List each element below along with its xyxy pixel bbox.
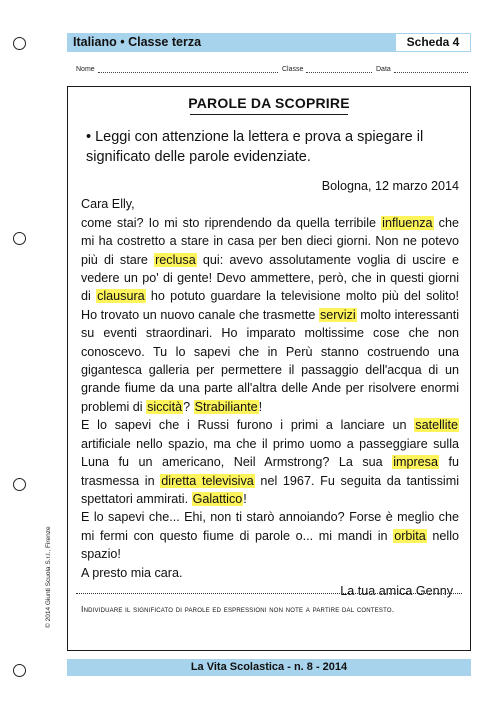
page-title: PAROLE DA SCOPRIRE xyxy=(188,95,350,111)
sheet-number: Scheda 4 xyxy=(395,33,471,52)
highlight-word: Galattico xyxy=(192,491,243,506)
name-label: Nome xyxy=(76,66,95,73)
letter-closing: A presto mia cara. xyxy=(81,565,183,580)
binder-hole-2 xyxy=(13,232,26,245)
highlight-word: satellite xyxy=(415,418,458,433)
name-line[interactable] xyxy=(98,72,278,73)
subject-label: Italiano • Classe terza xyxy=(73,35,202,49)
footer-band: La Vita Scolastica - n. 8 - 2014 xyxy=(67,659,471,676)
class-line[interactable] xyxy=(306,72,372,73)
letter-paragraph-1: come stai? Io mi sto riprendendo da quella terribile influenza che mi ha costretto a stare in casa per ben dieci giorni. Non ne potevo più di stare reclusa qui: avevo assolutamente voglia di uscire e vedere un po' di gente! Devo ammettere, però, che in questi giorni di clausura ho potuto guardare la televisione molto più del solito! Ho trovato un nuovo canale che trasmette servizi molto interessanti su eventi straordinari. Ho imparato moltissime cose che non conoscevo. Tu lo sapevi che in Perù stanno costruendo una gigantesca galleria per permettere il passaggio dell'acqua di un grande fiume da una parte all'altra delle Ande per risolvere enormi problemi di siccità? Strabiliante! xyxy=(81,215,459,414)
header-band xyxy=(67,33,471,52)
letter-dateline: Bologna, 12 marzo 2014 xyxy=(321,179,459,193)
highlight-word: Strabiliante xyxy=(194,399,258,414)
highlight-word: diretta televisiva xyxy=(161,473,254,488)
exercise-frame xyxy=(67,86,471,651)
instruction-text: • Leggi con attenzione la lettera e prova a spiegare il significato delle parole evidenziate. xyxy=(86,129,424,165)
binder-hole-3 xyxy=(13,478,26,491)
highlight-word: orbita xyxy=(394,528,426,543)
highlight-word: reclusa xyxy=(155,252,196,267)
letter-signature: La tua amica Genny xyxy=(340,583,453,598)
task-divider xyxy=(76,593,462,594)
letter-body xyxy=(81,177,459,600)
highlight-word: siccità xyxy=(147,399,183,414)
date-line[interactable] xyxy=(394,72,468,73)
highlight-word: servizi xyxy=(319,307,356,322)
learning-objective: Individuare il significato di parole ed espressioni non note a partire dal contesto. xyxy=(81,604,395,614)
letter-paragraph-3: E lo sapevi che... Ehi, non ti starò annoiando? Forse è meglio che mi fermi con questo fiume di parole o... mi mandi in orbita nello spazio! xyxy=(81,510,459,562)
class-label: Classe xyxy=(282,66,304,73)
title-underline xyxy=(190,114,348,115)
binder-hole-4 xyxy=(13,664,26,677)
highlight-word: clausura xyxy=(97,289,145,304)
letter-greeting: Cara Elly, xyxy=(81,197,135,212)
date-label: Data xyxy=(376,66,391,73)
highlight-word: influenza xyxy=(382,215,433,230)
copyright-notice: © 2014 Giunti Scuola S.r.l., Firenze xyxy=(45,526,52,628)
highlight-word: impresa xyxy=(393,455,438,470)
binder-hole-1 xyxy=(13,37,26,50)
letter-paragraph-2: E lo sapevi che i Russi furono i primi a lanciare un satellite artificiale nello spazio, ma che il primo uomo a passeggiare sulla Luna fu un americano, Neil Armstrong? La sua impresa fu trasmessa in diretta televisiva nel 1967. Fu seguita da tantissimi spettatori ammirati. Galattico! xyxy=(81,418,459,506)
